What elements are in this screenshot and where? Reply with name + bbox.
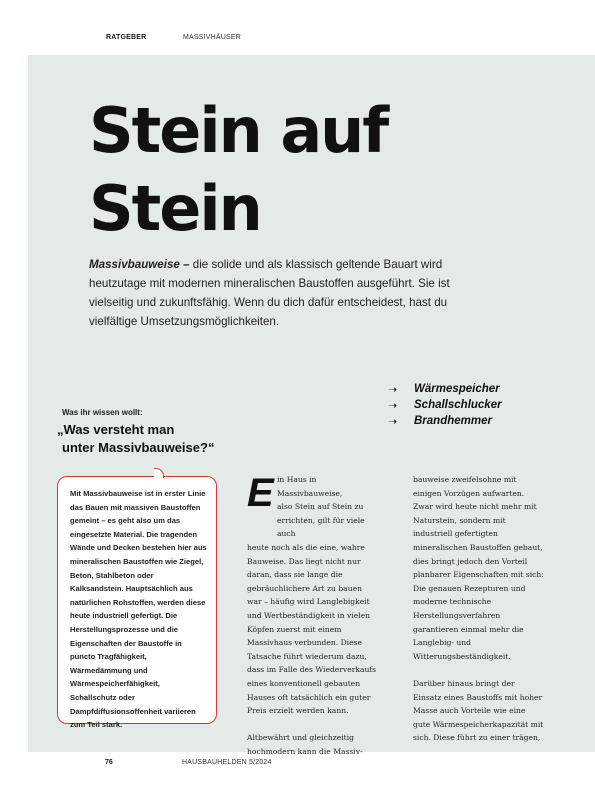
arrow-right-icon: ➝ bbox=[388, 415, 398, 428]
article-headline bbox=[89, 92, 509, 248]
feature-list bbox=[388, 381, 548, 429]
answer-text: Mit Massivbauweise ist in erster Linie das Bauen mit massiven Baustoffen gemeint – es geht also um das eingesetzte Material. Die tragenden Wände und Decken bestehen hier aus mineralischen Baustoffen wie Ziegel, Beton, Stahlbeton oder Kalksandstein. Hauptsächlich aus natürlichen Rohstoffen, werden diese heute industriell gefertigt. Die Herstellungsprozesse und die Eigenschaften der Baustoffe in puncto Tragfähigkeit, Wärmedämmung und Wärmespeicherfähigkeit, Schallschutz oder Dampfdiffusionsoffenheit variieren zum Teil stark. bbox=[70, 489, 207, 730]
headline-line-2: Stein bbox=[89, 172, 261, 245]
body-paragraph: bauweise zweifelsohne mit einigen Vorzügen aufwarten. Zwar wird heute nicht mehr mit Naturstein, sondern mit industriell gefertigten mineralischen Baustoffen gebaut, dies bringt jedoch den Vorteil planbarer Eigenschaften mit sich: Die genauen Rezepturen und moderne technische Herstellungsverfahren garantieren einmal mehr die Langlebig- und Witterungsbeständigkeit. bbox=[413, 475, 544, 661]
answer-speech-bubble bbox=[57, 476, 217, 730]
feature-label: Brandhemmer bbox=[414, 415, 492, 427]
arrow-right-icon: ➝ bbox=[388, 383, 398, 396]
feature-item bbox=[388, 397, 548, 413]
question-line-2: unter Massivbauweise?“ bbox=[62, 440, 215, 455]
intro-text: die solide und als klassisch geltende Bauart wird heutzutage mit modernen mineralischen Baustoffen ausgeführt. Sie ist vielseitig und zukunftsfähig. Wenn du dich dafür entscheidest, hast du vielfältige Umsetzungsmöglichkeiten. bbox=[89, 258, 450, 328]
page-header bbox=[0, 34, 595, 54]
headline-line-1: Stein auf bbox=[89, 94, 388, 167]
feature-item bbox=[388, 381, 548, 397]
feature-label: Schallschlucker bbox=[414, 399, 502, 411]
drop-cap: E bbox=[247, 471, 274, 515]
body-column-2 bbox=[413, 473, 544, 758]
body-paragraph: Altbewährt und gleichzeitig hochmodern kann die Massiv- bbox=[247, 733, 363, 756]
body-line: errichten, gilt für viele auch bbox=[277, 515, 365, 539]
body-paragraph: Darüber hinaus bringt der Einsatz eines Baustoffs mit hoher Masse auch Vorteile wie eine gute Wärmespeicherkapazität mit sich. Diese führt zu einer trägen, bbox=[413, 678, 544, 743]
feature-label: Wärmespeicher bbox=[414, 383, 500, 395]
page-number: 76 bbox=[105, 759, 113, 766]
question-heading bbox=[57, 421, 257, 457]
body-line: also Stein auf Stein zu bbox=[277, 502, 364, 512]
question-line-1: „Was versteht man bbox=[57, 422, 175, 437]
feature-item bbox=[388, 413, 548, 429]
body-column-1 bbox=[247, 473, 378, 772]
magazine-issue: HAUSBAUHELDEN 5/2024 bbox=[182, 759, 272, 766]
page-footer bbox=[0, 759, 595, 773]
article-intro bbox=[89, 255, 479, 331]
arrow-right-icon: ➝ bbox=[388, 399, 398, 412]
body-line: in Haus in Massivbauweise, bbox=[277, 475, 343, 498]
category-label: MASSIVHÄUSER bbox=[183, 34, 242, 41]
question-kicker: Was ihr wissen wollt: bbox=[62, 408, 143, 417]
section-label: RATGEBER bbox=[106, 34, 147, 41]
body-paragraph: heute noch als die eine, wahre Bauweise. Das liegt nicht nur daran, dass sie lange die gebräuchlichere Art zu bauen war – häufig wird Langlebigkeit und Wertbeständigkeit in vielen Köpfen zuerst mit einem Massivhaus verbunden. Diese Tatsache führt wiederum dazu, dass im Falle des Wiederverkaufs eines konventionell gebauten Hauses oft tatsächlich ein guter Preis erzielt werden kann. bbox=[247, 542, 377, 716]
intro-lead: Massivbauweise – bbox=[89, 258, 190, 271]
